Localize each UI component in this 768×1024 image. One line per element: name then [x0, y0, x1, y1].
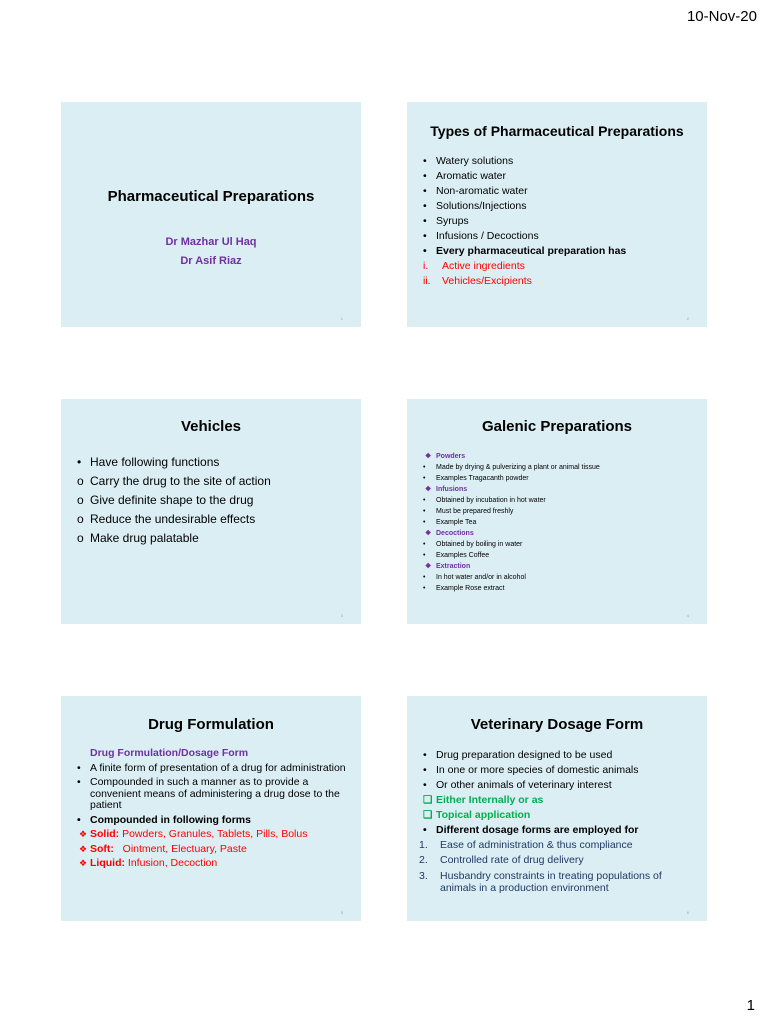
list-item: • Non-aromatic water: [436, 184, 626, 199]
list-item: • Made by drying & pulverizing a plant or animal tissue: [436, 462, 600, 473]
form-label: Solid:: [90, 828, 120, 840]
section-heading: ❖ Extraction: [436, 561, 600, 572]
slide-heading: Vehicles: [180, 418, 242, 435]
slide-drug-formulation: [61, 696, 361, 921]
item-text: Husbandry constraints in treating populations of animals in a production environment: [440, 870, 662, 894]
slide-title-heading: Pharmaceutical Preparations: [107, 188, 315, 205]
item-text: Ease of administration & thus compliance: [440, 839, 633, 851]
bullet-list: [90, 453, 271, 548]
section-heading: ❖ Infusions: [436, 484, 600, 495]
item-number: i.: [423, 260, 429, 272]
slide-heading: Drug Formulation: [148, 716, 274, 733]
author-name: Dr Asif Riaz: [180, 255, 242, 267]
list-item: • Examples Coffee: [436, 550, 600, 561]
slide-number: 4: [686, 613, 689, 618]
slide-subtitle: Drug Formulation/Dosage Form: [90, 747, 249, 759]
section-heading: ❖ Powders: [436, 451, 600, 462]
list-item: • Drug preparation designed to be used: [436, 748, 698, 763]
slide-heading: Types of Pharmaceutical Preparations: [430, 123, 684, 139]
list-item: • Example Rose extract: [436, 583, 600, 594]
author-list: [61, 233, 361, 271]
slide-title: [61, 102, 361, 327]
boxed-item: ❑ Topical application: [436, 808, 698, 823]
bullet-list: [423, 154, 627, 289]
list-item: • Or other animals of veterinary interest: [436, 778, 698, 793]
item-number: ii.: [423, 275, 431, 287]
page-number: 1: [746, 997, 755, 1014]
bullet-list: [419, 748, 698, 894]
list-item: • In hot water and/or in alcohol: [436, 572, 600, 583]
form-item: [79, 858, 350, 870]
list-item: • Compounded in such a manner as to provide a convenient means of administering a drug dose to the patient: [90, 777, 350, 812]
header-date: 10-Nov-20: [686, 8, 757, 25]
numbered-item: [419, 868, 698, 894]
list-item: • Syrups: [436, 214, 626, 229]
slide-number: 1: [340, 316, 343, 321]
list-item: • Infusions / Decoctions: [436, 229, 626, 244]
numbered-item: [423, 259, 626, 274]
form-label: Soft:: [90, 842, 114, 855]
list-item: • Examples Tragacanth powder: [436, 473, 600, 484]
item-text: Controlled rate of drug delivery: [440, 854, 584, 866]
form-label: Liquid:: [90, 857, 125, 869]
boxed-item: ❑ Either Internally or as: [436, 793, 698, 808]
list-item: • Solutions/Injections: [436, 199, 626, 214]
item-number: 3.: [419, 870, 428, 882]
item-text: Active ingredients: [442, 260, 525, 272]
list-item: • Must be prepared freshly: [436, 506, 600, 517]
slide-heading: Veterinary Dosage Form: [470, 716, 644, 733]
form-text: Powders, Granules, Tablets, Pills, Bolus: [122, 828, 308, 840]
list-item: o Make drug palatable: [90, 529, 271, 548]
list-item-bold: • Different dosage forms are employed for: [436, 823, 698, 838]
slide-vehicles: [61, 399, 361, 624]
author-name: Dr Mazhar Ul Haq: [165, 236, 257, 248]
list-item: • Watery solutions: [436, 154, 626, 169]
numbered-item: [419, 838, 698, 853]
slide-number: 3: [340, 613, 343, 618]
slide-galenic: [407, 399, 707, 624]
list-item: • Aromatic water: [436, 169, 626, 184]
list-item: • Obtained by boiling in water: [436, 539, 600, 550]
slide-types: [407, 102, 707, 327]
list-item: o Give definite shape to the drug: [90, 491, 271, 510]
slide-heading: Galenic Preparations: [481, 418, 633, 435]
item-number: 2.: [419, 854, 428, 866]
list-item: • In one or more species of domestic animals: [436, 763, 698, 778]
bullet-list: [436, 451, 600, 594]
list-item: • Have following functions: [90, 453, 271, 472]
slide-number: 5: [340, 910, 343, 915]
item-text: Vehicles/Excipients: [442, 275, 532, 287]
numbered-item: [419, 853, 698, 868]
section-heading: ❖ Decoctions: [436, 528, 600, 539]
form-item: [79, 844, 350, 856]
list-item: o Reduce the undesirable effects: [90, 510, 271, 529]
form-text: Infusion, Decoction: [127, 857, 218, 869]
item-number: 1.: [419, 839, 428, 851]
numbered-item: [423, 274, 626, 289]
bullet-list: [90, 748, 350, 873]
list-item: • Obtained by incubation in hot water: [436, 495, 600, 506]
slide-number: 2: [686, 316, 689, 321]
list-item: • A finite form of presentation of a drug for administration: [90, 763, 350, 775]
form-item: [79, 829, 350, 841]
list-item-bold: • Every pharmaceutical preparation has: [436, 244, 626, 259]
list-item-bold: • Compounded in following forms: [90, 815, 350, 827]
slide-number: 6: [686, 910, 689, 915]
list-item: o Carry the drug to the site of action: [90, 472, 271, 491]
list-item: • Example Tea: [436, 517, 600, 528]
form-text: Ointment, Electuary, Paste: [113, 842, 247, 855]
slide-veterinary: [407, 696, 707, 921]
